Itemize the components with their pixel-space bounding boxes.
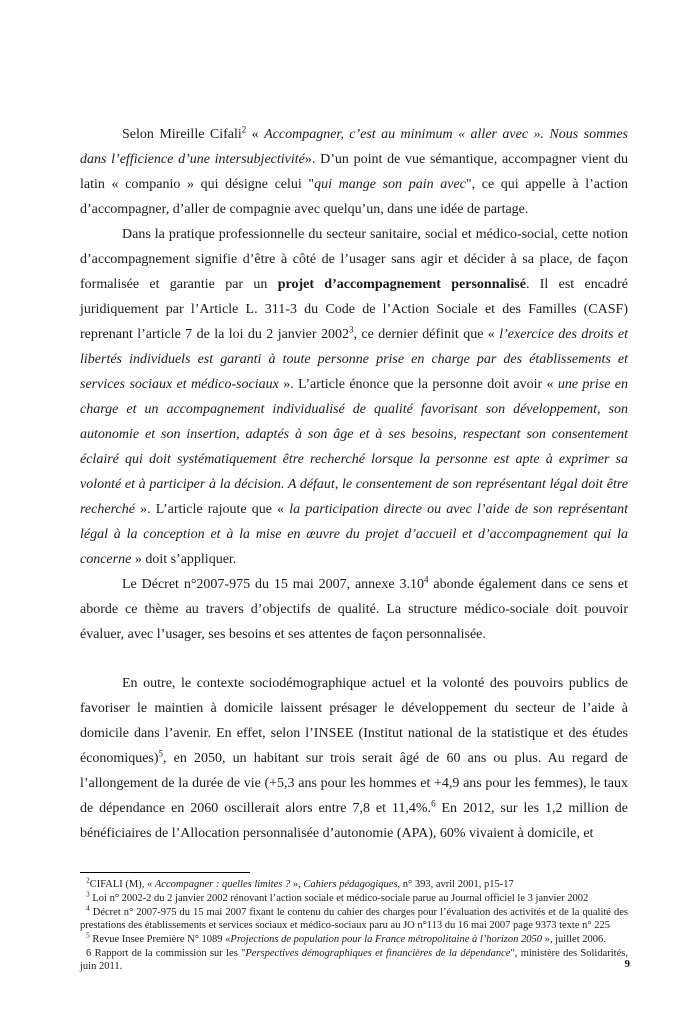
text-segment-regular: Loi n° 2002-2 du 2 janvier 2002 rénovant l’action sociale et médico-sociale parue au Journal officiel le 3 janvier 2002 bbox=[89, 893, 589, 904]
text-segment-italic: la participation directe ou avec l’aide de son représentant légal à la conception et à la mise en œuvre du projet d’accueil et d’accompagnement qui la concerne bbox=[80, 502, 629, 567]
text-segment-regular: « bbox=[246, 127, 265, 142]
text-segment-italic: Accompagner : quelles limites ? bbox=[154, 879, 291, 890]
text-segment-regular: Décret n° 2007-975 du 15 mai 2007 fixant le contenu du cahier des charges pour l’évaluation des activités et de la qualité des prestations des établissements et services sociaux et médico-sociaux paru au JO n°113 du 16 mai 2007 page 9373 texte n° 225 bbox=[80, 907, 628, 931]
paragraph-contexte-sociodemographique bbox=[80, 671, 628, 846]
footnote-separator bbox=[80, 872, 250, 873]
text-segment-regular: , en 2050, un habitant sur trois serait âgé de 60 ans ou plus. Au regard de l’allongement de la durée de vie (+5,3 ans pour les hommes et +4,9 ans pour les femmes), le taux de dépendance en 2060 oscillerait alors entre 7,8 et 11,4%. bbox=[80, 751, 628, 816]
text-segment-regular: En 2012, sur les 1,2 million de bénéficiaires de l’Allocation personnalisée d’autonomie (APA), 60% vivaient à domicile, et bbox=[80, 801, 628, 841]
text-segment-regular: » doit s’appliquer. bbox=[131, 552, 237, 567]
text-segment-regular: , n° 393, avril 2001, p15-17 bbox=[397, 879, 514, 890]
footnote-4 bbox=[80, 903, 628, 932]
text-segment-regular: . Il est encadré juridiquement par l’Article L. 311-3 du Code de l’Action Sociale et des Familles (CASF) reprenant l’article 7 de la loi du 2 janvier 2002 bbox=[80, 277, 628, 342]
text-segment-regular: Revue Insee Première N° 1089 « bbox=[89, 934, 231, 945]
text-segment-italic: l’exercice des droits et libertés individuels est garanti à toute personne prise en charge par des établissements et services sociaux et médico-sociaux bbox=[80, 327, 628, 392]
text-segment-regular: ». L’article rajoute que « bbox=[134, 502, 290, 517]
paragraph-cifali-quote bbox=[80, 122, 628, 222]
text-segment-sup: 6 bbox=[431, 798, 436, 809]
page-content bbox=[80, 122, 628, 974]
text-segment-italic: Accompagner, c’est au minimum « aller avec ». Nous sommes dans l’efficience d’une intersubjectivité bbox=[80, 127, 628, 167]
text-segment-sup: 3 bbox=[348, 324, 354, 335]
text-segment-italic: Cahiers pédagogiques bbox=[303, 879, 398, 890]
text-segment-regular: Dans la pratique professionnelle du secteur sanitaire, social et médico-social, cette notion d’accompagnement signifie d’être à côté de l’usager sans agir et décider à sa place, de façon formalisée et garantie par un bbox=[80, 227, 628, 292]
text-segment-regular: », bbox=[290, 879, 304, 890]
text-segment-regular: ». L’article énonce que la personne doit avoir « bbox=[278, 377, 558, 392]
text-segment-italic: Projections de population pour la France métropolitaine à l’horizon 2050 bbox=[230, 934, 542, 945]
footnote-3 bbox=[80, 889, 628, 905]
text-segment-sup: 4 bbox=[423, 574, 429, 585]
text-segment-regular: ». D’un point de vue sémantique, accompagner vient du latin « companio » qui désigne celui " bbox=[80, 152, 629, 192]
page-number: 9 bbox=[624, 958, 630, 970]
text-segment-italic: Perspectives démographiques et financières de la dépendance bbox=[245, 948, 511, 959]
text-segment-regular: En outre, le contexte sociodémographique actuel et la volonté des pouvoirs publics de favoriser le maintien à domicile laissent présager le développement du secteur de l’aide à domicile dans l’avenir. En effet, selon l’INSEE (Institut national de la statistique et des études économiques) bbox=[80, 676, 628, 766]
text-segment-regular: Le Décret n°2007-975 du 15 mai 2007, annexe 3.10 bbox=[122, 577, 424, 592]
text-segment-sup: 5 bbox=[158, 748, 164, 759]
footnote-2 bbox=[80, 875, 628, 891]
paragraph-pratique-professionnelle bbox=[80, 222, 628, 572]
text-segment-regular: abonde également dans ce sens et aborde ce thème au travers d’objectifs de qualité. La structure médico-sociale doit pouvoir évaluer, avec l’usager, ses besoins et ses attentes de façon personnalisée. bbox=[80, 577, 628, 642]
footnote-5 bbox=[80, 930, 628, 946]
text-segment-regular: ", ministère des Solidarités, juin 2011. bbox=[80, 948, 628, 972]
text-segment-italic: qui mange son pain avec bbox=[314, 177, 466, 192]
text-segment-regular: ", ce qui appelle à l’action d’accompagner, d’aller de compagnie avec quelqu’un, dans une idée de partage. bbox=[80, 177, 628, 217]
text-segment-regular: , ce dernier définit que « bbox=[353, 327, 500, 342]
paragraph-decret-2007 bbox=[80, 572, 628, 647]
text-segment-regular: CIFALI (M), « bbox=[89, 879, 155, 890]
text-segment-italic: une prise en charge et un accompagnement individualisé de qualité favorisant son développement, son autonomie et son insertion, adaptés à son âge et à ses besoins, respectant son consentement éclairé qui doit systématiquement être recherché lorsque la personne est apte à exprimer sa volonté et à participer à la décision. A défaut, le consentement de son représentant légal doit être recherché bbox=[80, 377, 628, 517]
text-segment-sup: 5 bbox=[86, 930, 90, 940]
text-segment-sup: 2 bbox=[241, 124, 247, 135]
text-segment-bold: projet d’accompagnement personnalisé bbox=[277, 277, 526, 292]
text-segment-regular: 6 Rapport de la commission sur les " bbox=[86, 948, 246, 959]
text-segment-sup: 2 bbox=[86, 875, 90, 885]
footnote-6 bbox=[80, 947, 628, 973]
text-segment-regular: Selon Mireille Cifali bbox=[122, 127, 242, 142]
text-segment-regular: », juillet 2006. bbox=[542, 934, 606, 945]
text-segment-sup: 3 bbox=[86, 889, 90, 899]
text-segment-sup: 4 bbox=[86, 903, 90, 913]
